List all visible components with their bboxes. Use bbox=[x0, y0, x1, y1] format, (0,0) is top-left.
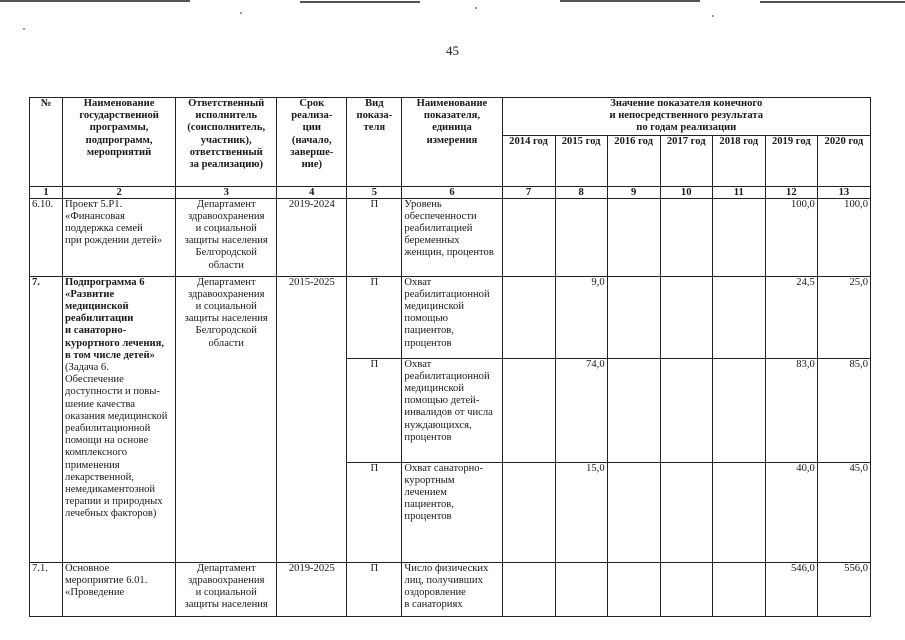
header-year-2017: 2017 год bbox=[660, 135, 712, 186]
indicator-kind: П bbox=[347, 198, 402, 276]
value-2016 bbox=[607, 276, 660, 358]
value-2015: 9,0 bbox=[555, 276, 607, 358]
value-2020: 100,0 bbox=[817, 198, 870, 276]
value-2019: 100,0 bbox=[765, 198, 817, 276]
term: 2019-2024 bbox=[277, 198, 347, 276]
value-2018 bbox=[712, 358, 765, 462]
value-2020: 25,0 bbox=[817, 276, 870, 358]
program-name: Основное мероприятие 6.01. «Проведение bbox=[63, 562, 176, 616]
column-number: 10 bbox=[660, 186, 712, 198]
column-number: 13 bbox=[817, 186, 870, 198]
value-2014 bbox=[502, 462, 555, 562]
indicator-kind: П bbox=[347, 562, 402, 616]
indicator-kind: П bbox=[347, 462, 402, 562]
value-2016 bbox=[607, 562, 660, 616]
value-2017 bbox=[660, 198, 712, 276]
header-program: Наименование государственной программы, подпрограмм, мероприятий bbox=[63, 98, 176, 187]
indicator-kind: П bbox=[347, 358, 402, 462]
column-number: 2 bbox=[63, 186, 176, 198]
value-2016 bbox=[607, 198, 660, 276]
header-year-2014: 2014 год bbox=[502, 135, 555, 186]
value-2020: 556,0 bbox=[817, 562, 870, 616]
table-row bbox=[30, 198, 871, 276]
value-2019: 546,0 bbox=[765, 562, 817, 616]
scan-edge-line bbox=[300, 1, 420, 3]
row-number: 6.10. bbox=[30, 198, 63, 276]
value-2018 bbox=[712, 276, 765, 358]
indicator-name: Уровень обеспеченности реабилитацией беременных женщин, процентов bbox=[402, 198, 502, 276]
header-year-2020: 2020 год bbox=[817, 135, 870, 186]
row-number: 7.1. bbox=[30, 562, 63, 616]
subprogram-title: Подпрограмма 6 «Развитие медицинской реабилитации и санаторно- курортного лечения, в том числе детей» bbox=[65, 276, 164, 361]
indicator-kind: П bbox=[347, 276, 402, 358]
value-2014 bbox=[502, 198, 555, 276]
value-2020: 45,0 bbox=[817, 462, 870, 562]
header-year-2015: 2015 год bbox=[555, 135, 607, 186]
row-number: 7. bbox=[30, 276, 63, 562]
value-2015: 15,0 bbox=[555, 462, 607, 562]
header-kind: Вид показа- теля bbox=[347, 98, 402, 187]
column-number: 5 bbox=[347, 186, 402, 198]
value-2016 bbox=[607, 358, 660, 462]
value-2018 bbox=[712, 462, 765, 562]
program-name bbox=[63, 276, 176, 562]
executor: Департамент здравоохранения и социальной защиты населения Белгородской области bbox=[176, 276, 277, 562]
value-2019: 24,5 bbox=[765, 276, 817, 358]
header-executor: Ответственный исполнитель (соисполнитель, участник), ответственный за реализацию) bbox=[176, 98, 277, 187]
value-2018 bbox=[712, 562, 765, 616]
value-2015: 74,0 bbox=[555, 358, 607, 462]
indicator-name: Охват санаторно- курортным лечением пациентов, процентов bbox=[402, 462, 502, 562]
header-indicator: Наименование показателя, единица измерения bbox=[402, 98, 502, 187]
column-number: 8 bbox=[555, 186, 607, 198]
subprogram-task: (Задача 6. Обеспечение доступности и повы- шение качества оказания медицинской реабилитационной помощи на основе комплексного применения лекарственной, немедикаментозной терапии и природных лечебных факторов) bbox=[65, 362, 168, 520]
scan-edge-line bbox=[760, 1, 905, 3]
value-2014 bbox=[502, 562, 555, 616]
value-2020: 85,0 bbox=[817, 358, 870, 462]
executor: Департамент здравоохранения и социальной защиты населения bbox=[176, 562, 277, 616]
scan-edge-line bbox=[0, 0, 190, 2]
indicator-name: Число физических лиц, получивших оздоровление в санаториях bbox=[402, 562, 502, 616]
page-number: 45 bbox=[446, 43, 459, 58]
table-row bbox=[30, 276, 871, 358]
column-number: 7 bbox=[502, 186, 555, 198]
table-row bbox=[30, 562, 871, 616]
column-number: 1 bbox=[30, 186, 63, 198]
term: 2019-2025 bbox=[277, 562, 347, 616]
indicator-name: Охват реабилитационной медицинской помощью пациентов, процентов bbox=[402, 276, 502, 358]
indicator-table bbox=[29, 97, 871, 617]
value-2014 bbox=[502, 358, 555, 462]
scan-speck bbox=[712, 15, 714, 17]
term: 2015-2025 bbox=[277, 276, 347, 562]
header-year-2019: 2019 год bbox=[765, 135, 817, 186]
header-year-2018: 2018 год bbox=[712, 135, 765, 186]
value-2019: 83,0 bbox=[765, 358, 817, 462]
value-2015 bbox=[555, 562, 607, 616]
header-no: № bbox=[30, 98, 63, 187]
column-number-row bbox=[30, 186, 871, 198]
column-number: 6 bbox=[402, 186, 502, 198]
scan-speck bbox=[23, 28, 25, 30]
value-2017 bbox=[660, 276, 712, 358]
column-number: 9 bbox=[607, 186, 660, 198]
column-number: 11 bbox=[712, 186, 765, 198]
value-2018 bbox=[712, 198, 765, 276]
executor: Департамент здравоохранения и социальной защиты населения Белгородской области bbox=[176, 198, 277, 276]
value-2014 bbox=[502, 276, 555, 358]
column-number: 12 bbox=[765, 186, 817, 198]
value-2017 bbox=[660, 562, 712, 616]
scan-edge-line bbox=[560, 0, 700, 2]
scan-speck bbox=[240, 12, 242, 14]
value-2016 bbox=[607, 462, 660, 562]
indicator-name: Охват реабилитационной медицинской помощью детей- инвалидов от числа нуждающихся, процентов bbox=[402, 358, 502, 462]
program-name: Проект 5.Р1. «Финансовая поддержка семей при рождении детей» bbox=[63, 198, 176, 276]
value-2017 bbox=[660, 462, 712, 562]
value-2017 bbox=[660, 358, 712, 462]
scan-speck bbox=[475, 7, 477, 9]
column-number: 3 bbox=[176, 186, 277, 198]
header-values: Значение показателя конечного и непосредственного результата по годам реализации bbox=[502, 98, 870, 136]
header-term: Срок реализа- ции (начало, заверше- ние) bbox=[277, 98, 347, 187]
value-2019: 40,0 bbox=[765, 462, 817, 562]
header-row-top bbox=[30, 98, 871, 136]
header-year-2016: 2016 год bbox=[607, 135, 660, 186]
column-number: 4 bbox=[277, 186, 347, 198]
value-2015 bbox=[555, 198, 607, 276]
